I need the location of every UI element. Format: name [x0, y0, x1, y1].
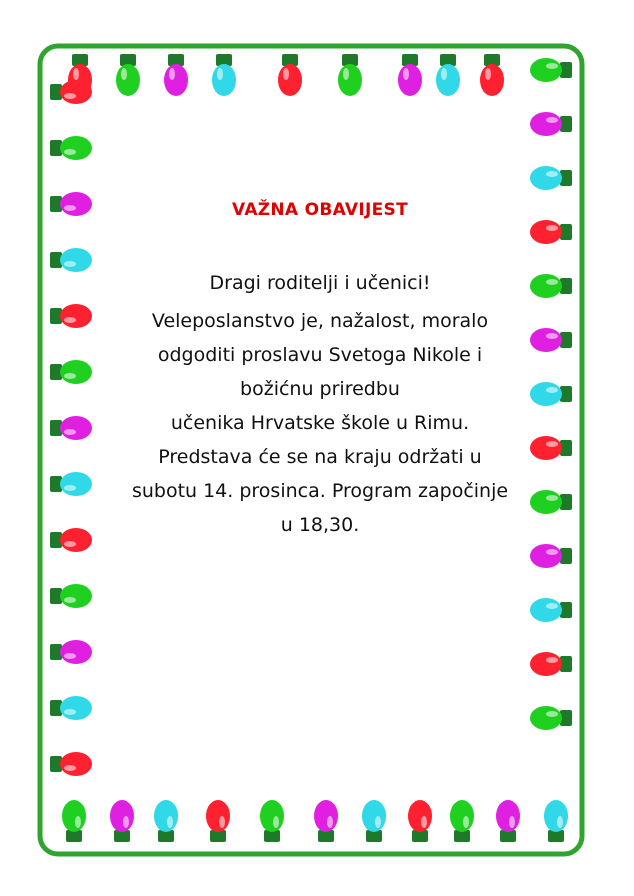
light-bulb-icon: [50, 80, 92, 104]
light-bulb-icon: [436, 54, 460, 96]
light-bulb-icon: [530, 58, 572, 82]
light-bulb-icon: [530, 274, 572, 298]
notice-line: učenika Hrvatske škole u Rimu.: [170, 412, 470, 434]
light-bulb-icon: [110, 800, 134, 842]
light-bulb-icon: [50, 416, 92, 440]
notice-line: Veleposlanstvo je, nažalost, moralo: [151, 310, 489, 332]
light-bulb-icon: [544, 800, 568, 842]
light-bulb-icon: [164, 54, 188, 96]
light-bulb-icon: [62, 800, 86, 842]
light-bulb-icon: [260, 800, 284, 842]
light-bulb-icon: [496, 800, 520, 842]
notice-line: božićnu priredbu: [240, 378, 400, 400]
light-bulb-icon: [50, 304, 92, 328]
light-bulb-icon: [530, 490, 572, 514]
light-bulb-icon: [530, 112, 572, 136]
light-bulb-icon: [530, 706, 572, 730]
light-bulb-icon: [212, 54, 236, 96]
light-bulb-icon: [530, 328, 572, 352]
light-bulb-icon: [530, 652, 572, 676]
notice-line: u 18,30.: [280, 514, 360, 536]
light-bulb-icon: [50, 696, 92, 720]
light-bulb-icon: [50, 360, 92, 384]
light-bulb-icon: [50, 248, 92, 272]
light-bulb-icon: [50, 528, 92, 552]
light-bulb-icon: [154, 800, 178, 842]
light-bulb-icon: [314, 800, 338, 842]
notice-body: [110, 304, 530, 542]
light-bulb-icon: [362, 800, 386, 842]
light-bulb-icon: [408, 800, 432, 842]
light-bulb-icon: [398, 54, 422, 96]
light-bulb-icon: [530, 598, 572, 622]
light-bulb-icon: [50, 584, 92, 608]
notice-line: Predstava će se na kraju održati u: [158, 446, 482, 468]
light-bulb-icon: [116, 54, 140, 96]
light-bulb-icon: [530, 166, 572, 190]
light-bulb-icon: [206, 800, 230, 842]
light-bulb-icon: [278, 54, 302, 96]
light-bulb-icon: [450, 800, 474, 842]
light-bulb-icon: [530, 220, 572, 244]
light-bulb-icon: [50, 640, 92, 664]
light-bulb-icon: [530, 544, 572, 568]
light-bulb-icon: [50, 472, 92, 496]
light-bulb-icon: [530, 382, 572, 406]
light-bulb-icon: [480, 54, 504, 96]
light-bulb-icon: [50, 192, 92, 216]
light-bulb-icon: [530, 436, 572, 460]
notice-title: VAŽNA OBAVIJEST: [232, 200, 408, 220]
light-bulb-icon: [338, 54, 362, 96]
notice-greeting: Dragi roditelji i učenici!: [209, 272, 431, 294]
notice-line: odgoditi proslavu Svetoga Nikole i: [157, 344, 483, 366]
light-bulb-icon: [50, 752, 92, 776]
notice-line: subotu 14. prosinca. Program započinje: [131, 480, 509, 502]
light-bulb-icon: [50, 136, 92, 160]
notice-content: [110, 200, 530, 542]
